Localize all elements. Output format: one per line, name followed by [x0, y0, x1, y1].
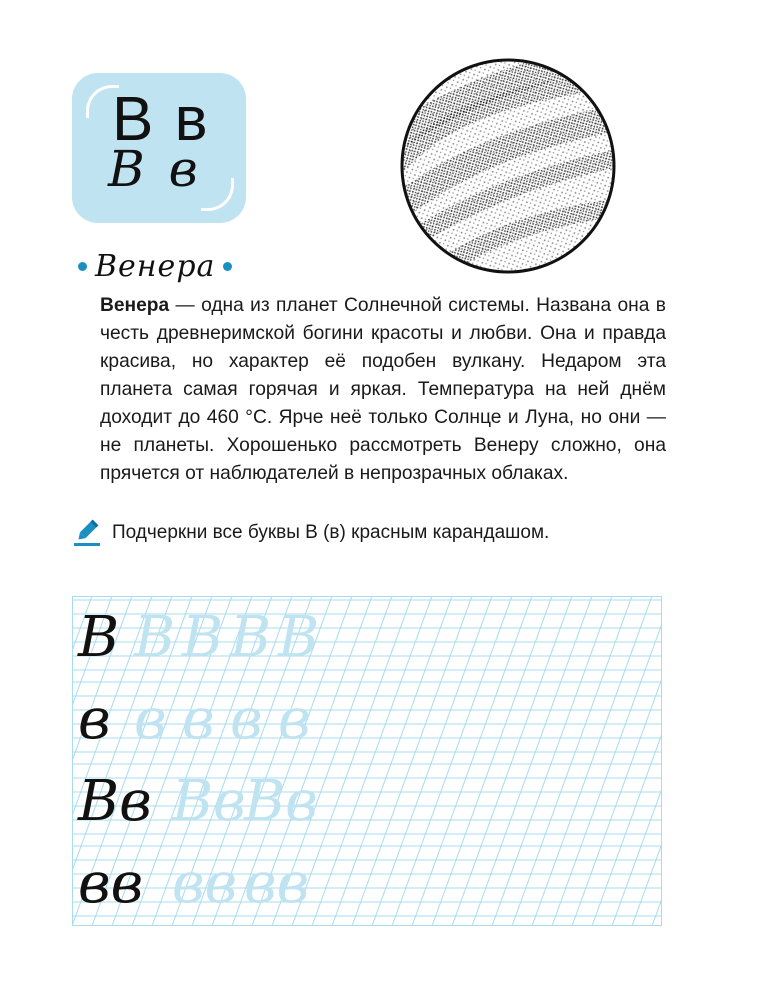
bullet-dot-icon [78, 262, 87, 271]
script-letters: В в [108, 140, 202, 198]
trace-letter: В [278, 605, 320, 670]
letter-card [72, 73, 246, 223]
trace-letter: в [278, 687, 311, 752]
sample-letter: В [78, 605, 120, 670]
paragraph-bold-word: Венера [100, 295, 170, 316]
title-row [78, 246, 232, 286]
slant-line [452, 596, 572, 926]
slant-line [432, 596, 552, 926]
trace-letter: в [182, 687, 215, 752]
task-instruction [72, 516, 672, 550]
venus-illustration [398, 56, 618, 276]
page-title: Венера [95, 248, 216, 284]
slant-line [472, 596, 592, 926]
trace-letter: вв [172, 851, 238, 916]
slant-line [532, 596, 652, 926]
slant-line [312, 596, 432, 926]
slant-line [392, 596, 512, 926]
sample-letter: Вв [78, 769, 152, 834]
paragraph-text: — одна из планет Солнечной системы. Названа она в честь древнеримской богини красоты и любви. Она и правда красива, но характер её подобен вулкану. Недаром эта планета самая горячая и яркая. Температура на ней днём доходит до 460 °С. Ярче неё только Солнце и Луна, но они — не планеты. Хорошенько рассмотреть Венеру сложно, она прячется от наблюдателей в непрозрачных облаках. [100, 295, 666, 484]
sample-letter: вв [78, 851, 144, 916]
pencil-icon [72, 518, 102, 548]
description-paragraph [100, 292, 666, 488]
slant-line [592, 596, 662, 926]
printed-letters: В в [112, 85, 210, 154]
copybook-grid [72, 596, 662, 926]
slant-line [552, 596, 662, 926]
slant-line [572, 596, 662, 926]
slant-line [412, 596, 532, 926]
trace-letter: в [134, 687, 167, 752]
task-text: Подчеркни все буквы В (в) красным карандашом. [112, 522, 550, 543]
trace-letter: в [230, 687, 263, 752]
card-highlight-bottom [201, 178, 234, 211]
slant-line [632, 596, 662, 926]
sample-letter: в [78, 687, 111, 752]
slant-line [512, 596, 632, 926]
slant-line [492, 596, 612, 926]
trace-letter: Вв [244, 769, 318, 834]
trace-letter: В [182, 605, 224, 670]
slant-line [352, 596, 472, 926]
trace-letter: В [134, 605, 176, 670]
trace-letter: вв [244, 851, 310, 916]
slant-line [332, 596, 452, 926]
bullet-dot-icon [223, 262, 232, 271]
trace-letter: Вв [172, 769, 246, 834]
trace-letter: В [230, 605, 272, 670]
slant-line [372, 596, 492, 926]
